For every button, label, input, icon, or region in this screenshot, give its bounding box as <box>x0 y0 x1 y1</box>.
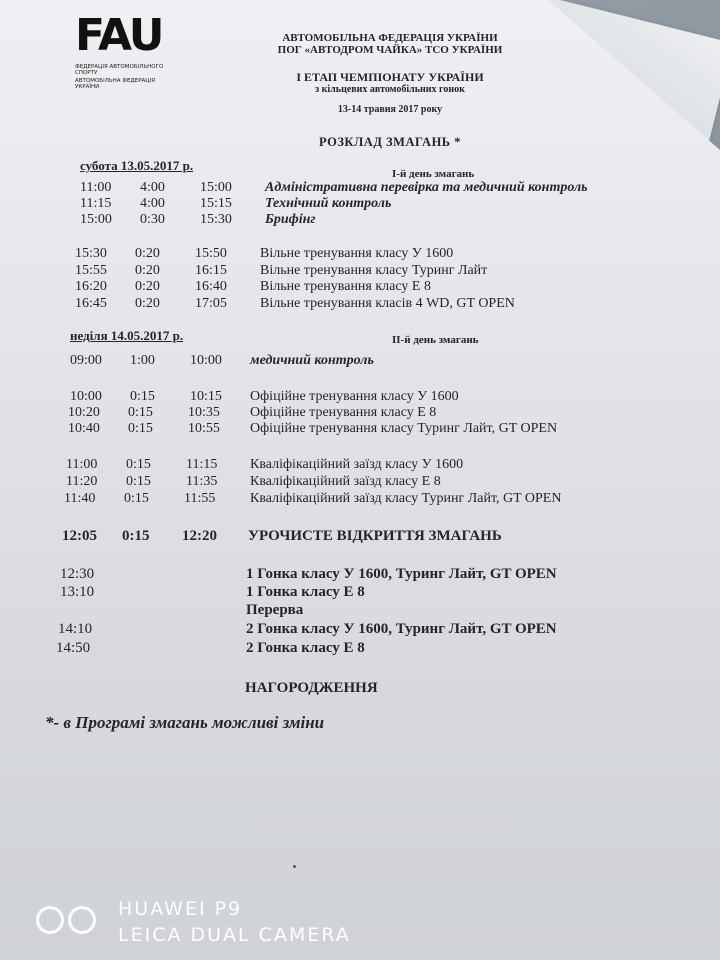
start-time: 12:30 <box>60 566 95 582</box>
end-time: 11:15 <box>186 457 218 472</box>
footnote: *- в Програмі змагань можливі зміни <box>45 713 325 732</box>
duration: 0:15 <box>128 405 153 420</box>
start-time: 14:10 <box>58 621 93 637</box>
event-name: Вільне тренування класів 4 WD, GT OPEN <box>260 296 515 311</box>
duration: 0:20 <box>135 296 160 311</box>
start-time: 11:40 <box>64 491 96 506</box>
logo-subtitle-1: ФЕДЕРАЦІЯ АВТОМОБІЛЬНОГО СПОРТУ <box>75 64 164 76</box>
duration: 0:20 <box>135 263 160 278</box>
end-time: 16:15 <box>195 263 227 278</box>
start-time: 10:20 <box>68 405 100 420</box>
event-name: Брифінг <box>265 212 316 227</box>
event-name: 1 Гонка класу У 1600, Туринг Лайт, GT OPEN <box>246 566 557 582</box>
stage-subtitle: з кільцевих автомобільних гонок <box>315 84 465 95</box>
schedule-title: РОЗКЛАД ЗМАГАНЬ * <box>319 135 461 149</box>
start-time: 13:10 <box>60 584 95 600</box>
duration: 0:15 <box>126 474 151 489</box>
event-name: Вільне тренування класу У 1600 <box>260 246 454 261</box>
event-name: 1 Гонка класу Е 8 <box>246 584 365 600</box>
event-name: Офіційне тренування класу У 1600 <box>250 389 459 404</box>
start-time: 16:45 <box>75 296 107 311</box>
duration: 0:15 <box>130 389 155 404</box>
logo-mark: FAU <box>75 10 163 61</box>
logo-subtitle-2: АВТОМОБІЛЬНА ФЕДЕРАЦІЯ УКРАЇНИ <box>75 78 156 90</box>
end-time: 17:05 <box>195 296 227 311</box>
start-time: 11:00 <box>66 457 98 472</box>
duration: 4:00 <box>140 180 165 195</box>
event-name: УРОЧИСТЕ ВІДКРИТТЯ ЗМАГАНЬ <box>248 528 502 544</box>
event-dates: 13-14 травня 2017 року <box>337 104 443 115</box>
start-time: 16:20 <box>75 279 107 294</box>
end-time: 15:00 <box>200 180 232 195</box>
event-name: Офіційне тренування класу Туринг Лайт, GT OPEN <box>250 421 558 436</box>
event-name: Офіційне тренування класу Е 8 <box>250 405 437 420</box>
end-time: 15:30 <box>200 212 232 227</box>
duration: 0:15 <box>122 528 150 544</box>
event-name: Вільне тренування класу Туринг Лайт <box>260 263 488 278</box>
event-name: Кваліфікаційний заїзд класу Е 8 <box>250 474 441 489</box>
duration: 0:30 <box>140 212 165 227</box>
event-name: Кваліфікаційний заїзд класу Туринг Лайт, GT OPEN <box>250 491 562 506</box>
start-time: 11:15 <box>80 196 112 211</box>
end-time: 10:35 <box>188 405 220 420</box>
end-time: 15:15 <box>200 196 232 211</box>
start-time: 10:00 <box>70 389 102 404</box>
event-name: Кваліфікаційний заїзд класу У 1600 <box>250 457 464 472</box>
day1-label: I-й день змагань <box>392 168 475 180</box>
start-time: 14:50 <box>56 640 91 656</box>
end-time: 10:00 <box>190 353 222 368</box>
start-time: 15:55 <box>75 263 107 278</box>
duration: 0:15 <box>126 457 151 472</box>
start-time: 09:00 <box>70 353 102 368</box>
start-time: 11:00 <box>80 180 112 195</box>
event-name: Вільне тренування класу Е 8 <box>260 279 431 294</box>
end-time: 10:55 <box>188 421 220 436</box>
awards-heading: НАГОРОДЖЕННЯ <box>245 680 378 696</box>
day1-date: субота 13.05.2017 р. <box>80 158 194 173</box>
event-name: 2 Гонка класу Е 8 <box>246 640 365 656</box>
duration: 4:00 <box>140 196 165 211</box>
end-time: 12:20 <box>182 528 217 544</box>
event-name: 2 Гонка класу У 1600, Туринг Лайт, GT OPEN <box>246 621 557 637</box>
org-line-2: ПОГ «АВТОДРОМ ЧАЙКА» ТСО УКРАЇНИ <box>277 44 503 56</box>
fau-logo <box>75 10 170 92</box>
leica-rings-icon <box>36 906 106 938</box>
event-name: Адміністративна перевірка та медичний контроль <box>265 180 588 195</box>
day2-label: II-й день змагань <box>392 334 479 346</box>
end-time: 15:50 <box>195 246 227 261</box>
stage-title: I ЕТАП ЧЕМПІОНАТУ УКРАЇНИ <box>296 70 484 84</box>
end-time: 10:15 <box>190 389 222 404</box>
duration: 0:20 <box>135 279 160 294</box>
duration: 0:15 <box>124 491 149 506</box>
start-time: 12:05 <box>62 528 97 544</box>
duration: 1:00 <box>130 353 155 368</box>
start-time: 10:40 <box>68 421 100 436</box>
start-time: 15:00 <box>80 212 112 227</box>
start-time: 11:20 <box>66 474 98 489</box>
paper-speck <box>293 865 296 868</box>
end-time: 11:55 <box>184 491 216 506</box>
watermark-line-1: HUAWEI P9 <box>118 898 243 920</box>
duration: 0:15 <box>128 421 153 436</box>
org-line-1: АВТОМОБІЛЬНА ФЕДЕРАЦІЯ УКРАЇНИ <box>282 32 498 44</box>
event-name: Перерва <box>246 602 304 618</box>
event-name: медичний контроль <box>250 353 374 368</box>
event-name: Технічний контроль <box>265 196 392 211</box>
end-time: 16:40 <box>195 279 227 294</box>
duration: 0:20 <box>135 246 160 261</box>
end-time: 11:35 <box>186 474 218 489</box>
day2-date: неділя 14.05.2017 р. <box>70 328 184 343</box>
watermark-line-2: LEICA DUAL CAMERA <box>118 924 351 946</box>
start-time: 15:30 <box>75 246 107 261</box>
